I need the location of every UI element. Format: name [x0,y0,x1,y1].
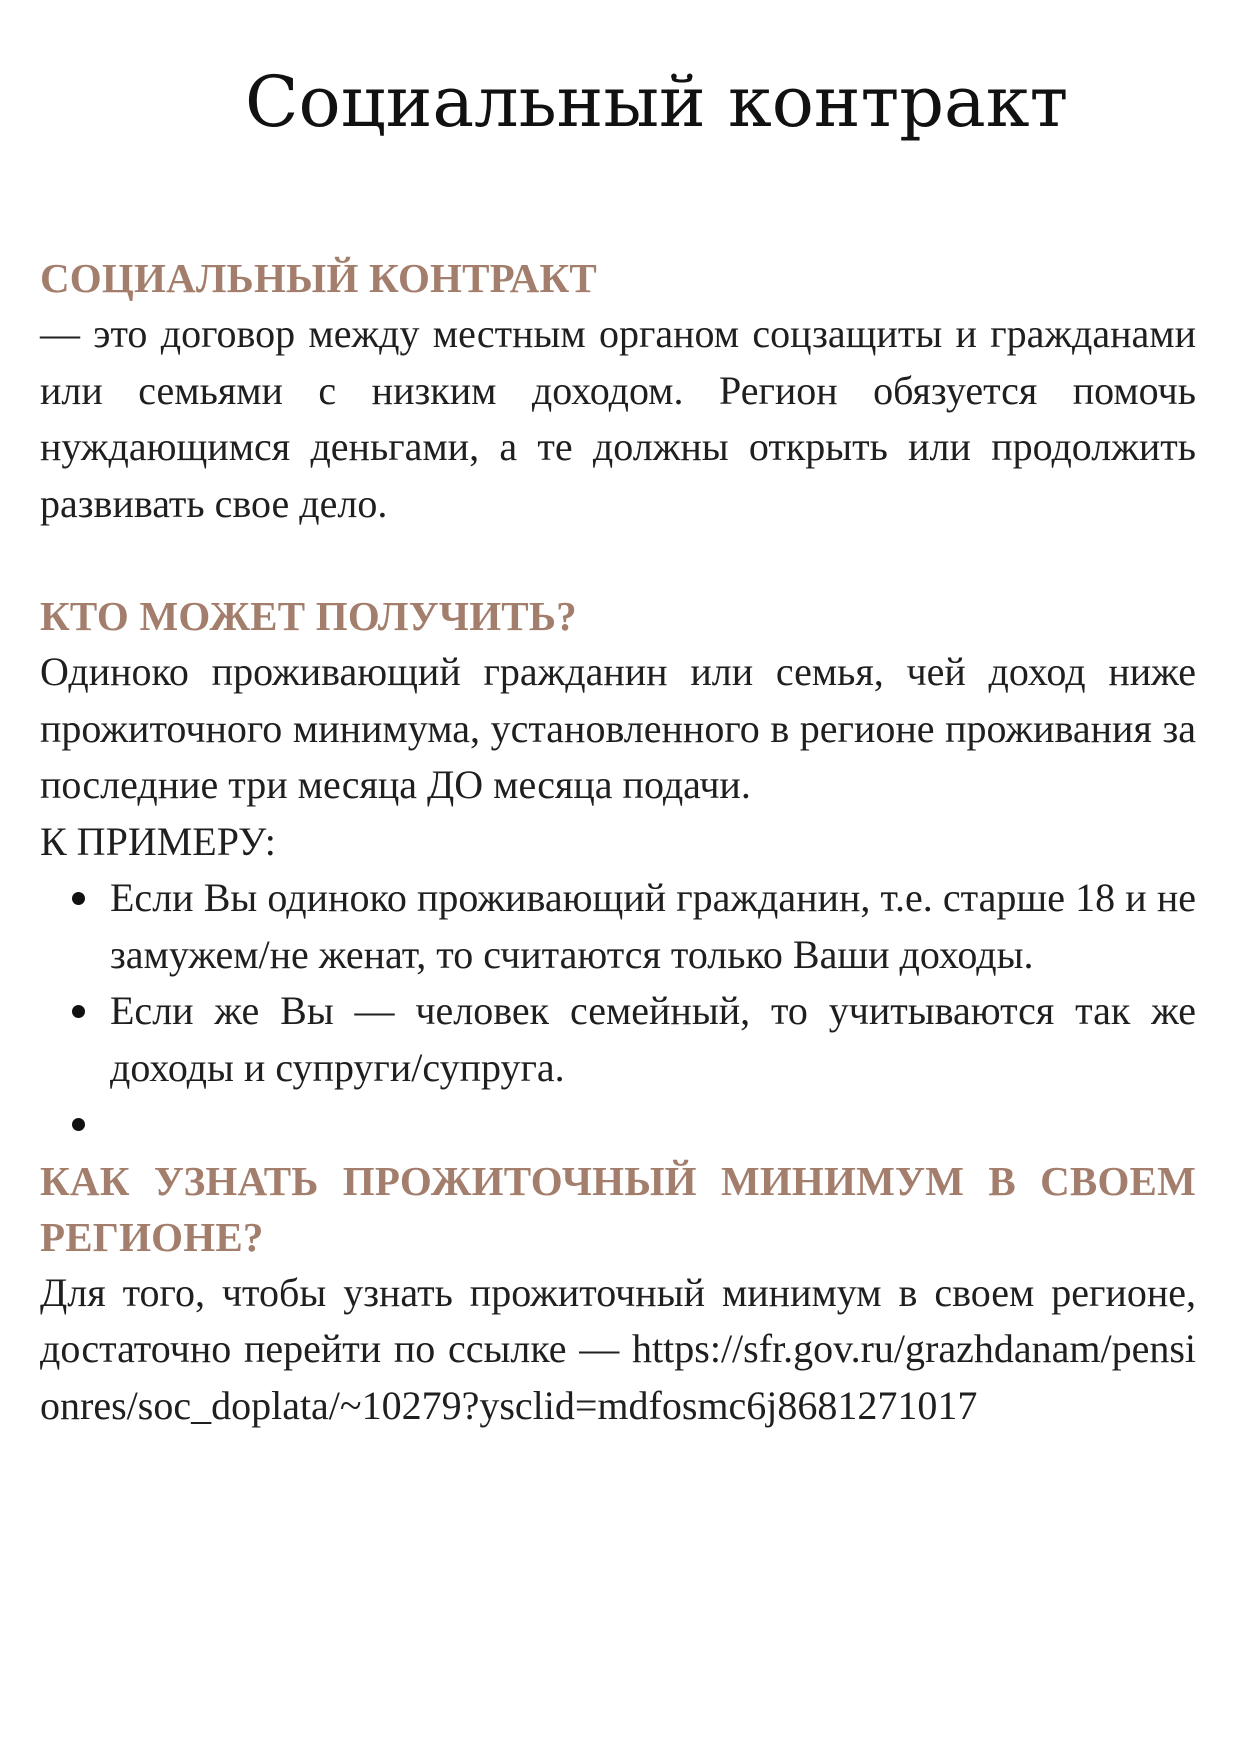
page-title: Социальный контракт [245,61,1069,143]
section-heading-definition: СОЦИАЛЬНЫЙ КОНТРАКТ [40,255,597,301]
spacer [40,532,1196,588]
living-wage-text: Для того, чтобы узнать прожиточный минимум в своем регионе, достаточно перейти по ссылке — [40,1269,1196,1371]
list-item [110,870,1196,983]
eligibility-paragraph: Одиноко проживающий гражданин или семья, чей доход ниже прожиточного минимума, установленного в регионе проживания за последние три месяца ДО месяца подачи. [40,649,1196,807]
living-wage-paragraph [40,1265,1196,1435]
bullet-icon [72,892,85,905]
section-heading-living-wage: КАК УЗНАТЬ ПРОЖИТОЧНЫЙ МИНИМУМ В СВОЕМ РЕГИОНЕ? [40,1157,1196,1260]
list-item-text: Если Вы одиноко проживающий гражданин, т.е. старше 18 и не замужем/не женат, то считаются только Ваши доходы. [110,875,1196,977]
living-wage-link[interactable]: https://sfr.gov.ru/grazhdanam/pensionres/soc_doplata/~10279?ysclid=mdfosmc6j8681271017 [40,1326,1196,1428]
document-content [40,250,1196,1434]
example-label: К ПРИМЕРУ: [40,818,276,864]
bullet-icon [72,1005,85,1018]
list-item [110,1096,1196,1153]
definition-paragraph: — это договор между местным органом соцзащиты и гражданами или семьями с низким доходом. Регион обязуется помочь нуждающимся деньгами, а те должны открыть или продолжить развивать свое дело. [40,311,1196,526]
section-heading-eligibility: КТО МОЖЕТ ПОЛУЧИТЬ? [40,593,577,639]
section-definition [40,250,1196,532]
example-list [40,870,1196,1153]
section-living-wage [40,1153,1196,1435]
list-item-text: Если же Вы — человек семейный, то учитываются так же доходы и супруги/супруга. [110,988,1196,1090]
list-item [110,983,1196,1096]
section-eligibility [40,588,1196,1153]
bullet-icon [72,1118,85,1131]
